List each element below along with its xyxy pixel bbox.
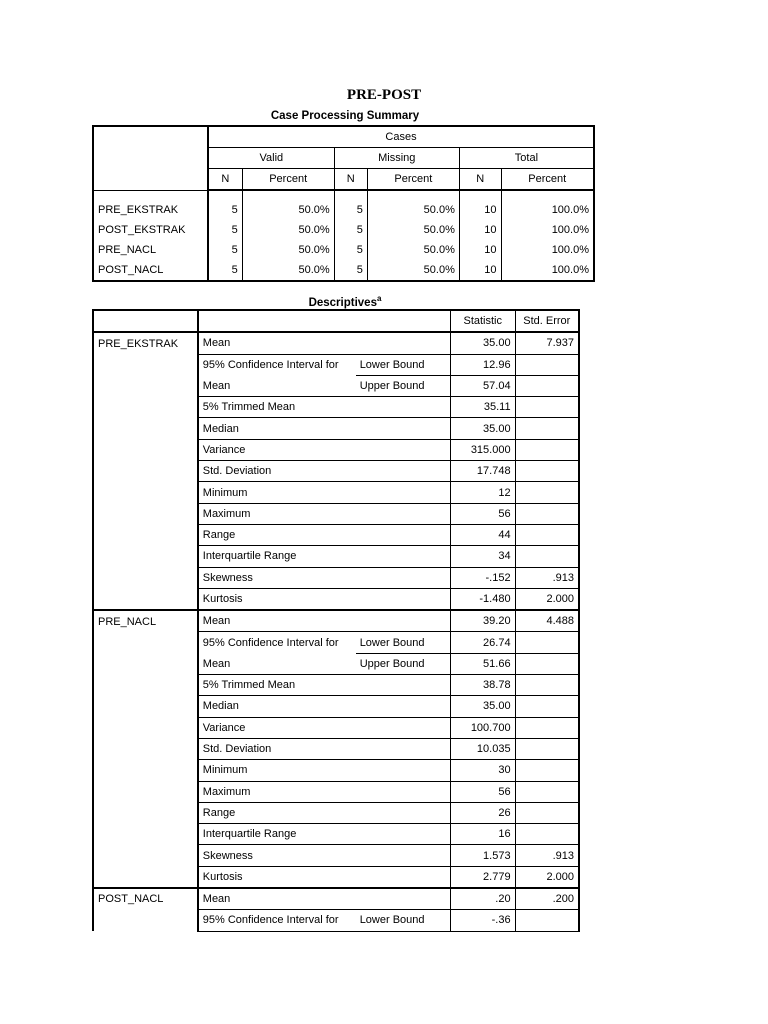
variable-spacer [93,802,198,823]
variable-spacer [93,354,198,375]
statistic-label: Skewness [198,567,356,588]
table-row [93,675,579,696]
std-error-value [515,418,579,439]
variable-spacer [93,524,198,545]
bound-label [356,675,451,696]
table-row [93,866,579,888]
case-processing-title: Case Processing Summary [270,110,420,122]
std-error-value [515,824,579,845]
bound-label: Upper Bound [356,375,451,396]
statistic-label: Std. Deviation [198,738,356,759]
variable-spacer [93,632,198,653]
variable-spacer [93,653,198,674]
header-row [93,310,579,332]
statistic-value: 12 [450,482,515,503]
bound-label [356,503,451,524]
header-blank [198,310,356,332]
statistic-value: 34 [450,546,515,567]
variable-spacer [93,866,198,888]
descriptives-title [0,294,690,309]
table-row [93,439,579,460]
table-cell: 100.0% [551,224,589,236]
bound-label [356,824,451,845]
statistic-value: 35.00 [450,696,515,717]
variable-spacer [93,546,198,567]
table-cell: 50.0% [242,220,334,240]
bound-label [356,461,451,482]
std-error-value [515,354,579,375]
statistic-label: 95% Confidence Interval for [202,636,339,649]
statistic-label: Range [198,802,356,823]
col-header-statistic: Statistic [450,310,515,332]
statistic-label: Std. Deviation [198,461,356,482]
bound-label [356,866,451,888]
statistic-label: Minimum [198,760,356,781]
col-header: Percent [242,169,334,191]
statistic-label: Kurtosis [198,866,356,888]
statistic-label: Interquartile Range [198,824,356,845]
variable-spacer [93,781,198,802]
table-row [93,546,579,567]
table-row [93,760,579,781]
table-row [93,332,579,354]
std-error-value [515,653,579,674]
bound-label [356,439,451,460]
statistic-value: 35.11 [450,397,515,418]
std-error-value [515,760,579,781]
descriptives-title-text: Descriptives [308,296,377,309]
bound-label [356,802,451,823]
bound-label [356,524,451,545]
table-row [93,503,579,524]
table-row [93,524,579,545]
statistic-value: 39.20 [450,610,515,632]
bound-label [356,781,451,802]
bound-label: Upper Bound [356,653,451,674]
statistic-label: 5% Trimmed Mean [198,675,356,696]
bound-label [356,888,451,910]
std-error-value [515,696,579,717]
table-row [93,696,579,717]
table-row [93,200,594,220]
table-cell: 100.0% [551,264,589,276]
std-error-value [515,375,579,396]
statistic-label: Mean [198,653,356,674]
variable-label: PRE_NACL [93,610,198,632]
table-row [93,824,579,845]
std-error-value: .200 [515,888,579,910]
group-header-total: Total [459,148,594,169]
bound-label [356,760,451,781]
table-row [93,653,579,674]
std-error-value: 7.937 [515,332,579,354]
std-error-value [515,503,579,524]
statistic-label: 5% Trimmed Mean [198,397,356,418]
table-row [93,910,579,931]
std-error-value [515,439,579,460]
statistic-value: -.152 [450,567,515,588]
std-error-value [515,802,579,823]
table-cell: 10 [459,220,501,240]
statistic-value: 35.00 [450,332,515,354]
table-row [93,482,579,503]
table-row [93,240,594,260]
page-title: PRE-POST [346,87,422,103]
statistic-label: 95% Confidence Interval for [202,358,339,371]
table-row [93,781,579,802]
table-row [93,375,579,396]
table-cell: 5 [334,240,367,260]
std-error-value [515,717,579,738]
bound-label: Lower Bound [356,910,451,931]
col-header: Percent [367,169,459,191]
statistic-label: Mean [198,888,356,910]
variable-spacer [93,418,198,439]
table-cell: 5 [334,260,367,281]
variable-spacer [93,675,198,696]
table-row [93,632,579,653]
table-cell: 50.0% [367,240,459,260]
statistic-label: Range [198,524,356,545]
variable-spacer [93,845,198,866]
statistic-value: 315.000 [450,439,515,460]
variable-spacer [93,503,198,524]
statistic-value: 38.78 [450,675,515,696]
variable-spacer [93,439,198,460]
std-error-value [515,546,579,567]
variable-spacer [93,910,198,931]
std-error-value: 4.488 [515,610,579,632]
bound-label [356,482,451,503]
col-header-std-error: Std. Error [515,310,579,332]
statistic-value: 56 [450,781,515,802]
table-cell: 5 [334,220,367,240]
std-error-value: .913 [515,845,579,866]
table-cell: 50.0% [367,220,459,240]
std-error-value [515,482,579,503]
statistic-label: Variance [198,717,356,738]
header-blank [356,310,451,332]
variable-spacer [93,760,198,781]
statistic-value: 35.00 [450,418,515,439]
statistic-label: Mean [198,332,356,354]
col-header: Percent [501,169,594,191]
std-error-value: 2.000 [515,588,579,610]
statistic-label: 95% Confidence Interval for [198,910,356,931]
table-row [93,461,579,482]
std-error-value [515,397,579,418]
table-cell: 50.0% [242,240,334,260]
variable-spacer [93,696,198,717]
bound-label [356,738,451,759]
statistic-label: Maximum [198,503,356,524]
variable-spacer [93,588,198,610]
statistic-label: Maximum [198,781,356,802]
row-label: PRE_NACL [93,240,208,260]
statistic-value: .20 [450,888,515,910]
row-label: POST_NACL [93,260,208,281]
table-row [93,567,579,588]
table-row [93,260,594,281]
statistic-value: 56 [450,503,515,524]
variable-spacer [93,567,198,588]
statistic-value: 57.04 [450,375,515,396]
group-header-missing: Missing [334,148,459,169]
table-cell: 50.0% [367,260,459,281]
cases-header: Cases [208,126,594,148]
table-row [93,802,579,823]
bound-label [356,546,451,567]
case-processing-table [92,125,595,282]
table-cell: 10 [459,200,501,220]
std-error-value [515,781,579,802]
table-cell: 50.0% [367,200,459,220]
table-row [93,888,579,910]
col-header: N [459,169,501,191]
descriptives-table [92,309,580,932]
statistic-value: 51.66 [450,653,515,674]
statistic-label: Median [198,696,356,717]
std-error-value [515,461,579,482]
statistic-label: Mean [198,375,356,396]
bound-label [356,588,451,610]
statistic-value: 26 [450,802,515,823]
row-label: PRE_EKSTRAK [93,200,208,220]
bound-label [356,418,451,439]
statistic-label: Skewness [198,845,356,866]
statistic-value: 30 [450,760,515,781]
bound-label [356,696,451,717]
std-error-value [515,738,579,759]
table-cell: 5 [334,200,367,220]
col-header: N [334,169,367,191]
table-row [93,845,579,866]
table-cell: 100.0% [551,204,589,216]
bound-label [356,332,451,354]
bound-label [356,717,451,738]
statistic-value: 26.74 [450,632,515,653]
footnote-marker: a [376,294,382,303]
table-cell: 5 [208,260,242,281]
table-row [93,354,579,375]
table-row [93,717,579,738]
table-row [93,220,594,240]
variable-spacer [93,397,198,418]
variable-spacer [93,824,198,845]
table-cell: 10 [459,240,501,260]
statistic-value: 16 [450,824,515,845]
table-row [93,738,579,759]
col-header: N [208,169,242,191]
table-row [93,610,579,632]
statistic-value: 12.96 [450,354,515,375]
statistic-value: 44 [450,524,515,545]
bound-label: Lower Bound [356,632,451,653]
statistic-label: Interquartile Range [198,546,356,567]
std-error-value: .913 [515,567,579,588]
table-cell: 5 [208,240,242,260]
bound-label [356,567,451,588]
variable-spacer [93,717,198,738]
corner-cell [93,310,198,332]
std-error-value: 2.000 [515,866,579,888]
statistic-label: Mean [198,610,356,632]
std-error-value [515,632,579,653]
table-cell: 10 [459,260,501,281]
variable-spacer [93,482,198,503]
std-error-value [515,675,579,696]
table-cell: 50.0% [242,260,334,281]
variable-label: PRE_EKSTRAK [93,332,198,354]
variable-spacer [93,375,198,396]
std-error-value [515,910,579,931]
corner-cell [93,126,208,190]
statistic-value: 17.748 [450,461,515,482]
variable-label: POST_NACL [93,888,198,910]
statistic-value: -1.480 [450,588,515,610]
std-error-value [515,524,579,545]
table-cell: 100.0% [551,244,589,256]
table-row [93,418,579,439]
statistic-value: 100.700 [450,717,515,738]
table-cell: 5 [208,200,242,220]
bound-label [356,397,451,418]
bound-label: Lower Bound [356,354,451,375]
statistic-value: 10.035 [450,738,515,759]
statistic-label: Median [198,418,356,439]
bound-label [356,610,451,632]
statistic-value: -.36 [450,910,515,931]
group-header-valid: Valid [208,148,334,169]
table-row [93,397,579,418]
statistic-value: 1.573 [450,845,515,866]
table-cell: 50.0% [242,200,334,220]
row-label: POST_EKSTRAK [93,220,208,240]
statistic-label: Minimum [198,482,356,503]
variable-spacer [93,461,198,482]
statistic-label: Kurtosis [198,588,356,610]
variable-spacer [93,738,198,759]
statistic-label: Variance [198,439,356,460]
statistic-value: 2.779 [450,866,515,888]
table-row [93,588,579,610]
bound-label [356,845,451,866]
table-cell: 5 [208,220,242,240]
